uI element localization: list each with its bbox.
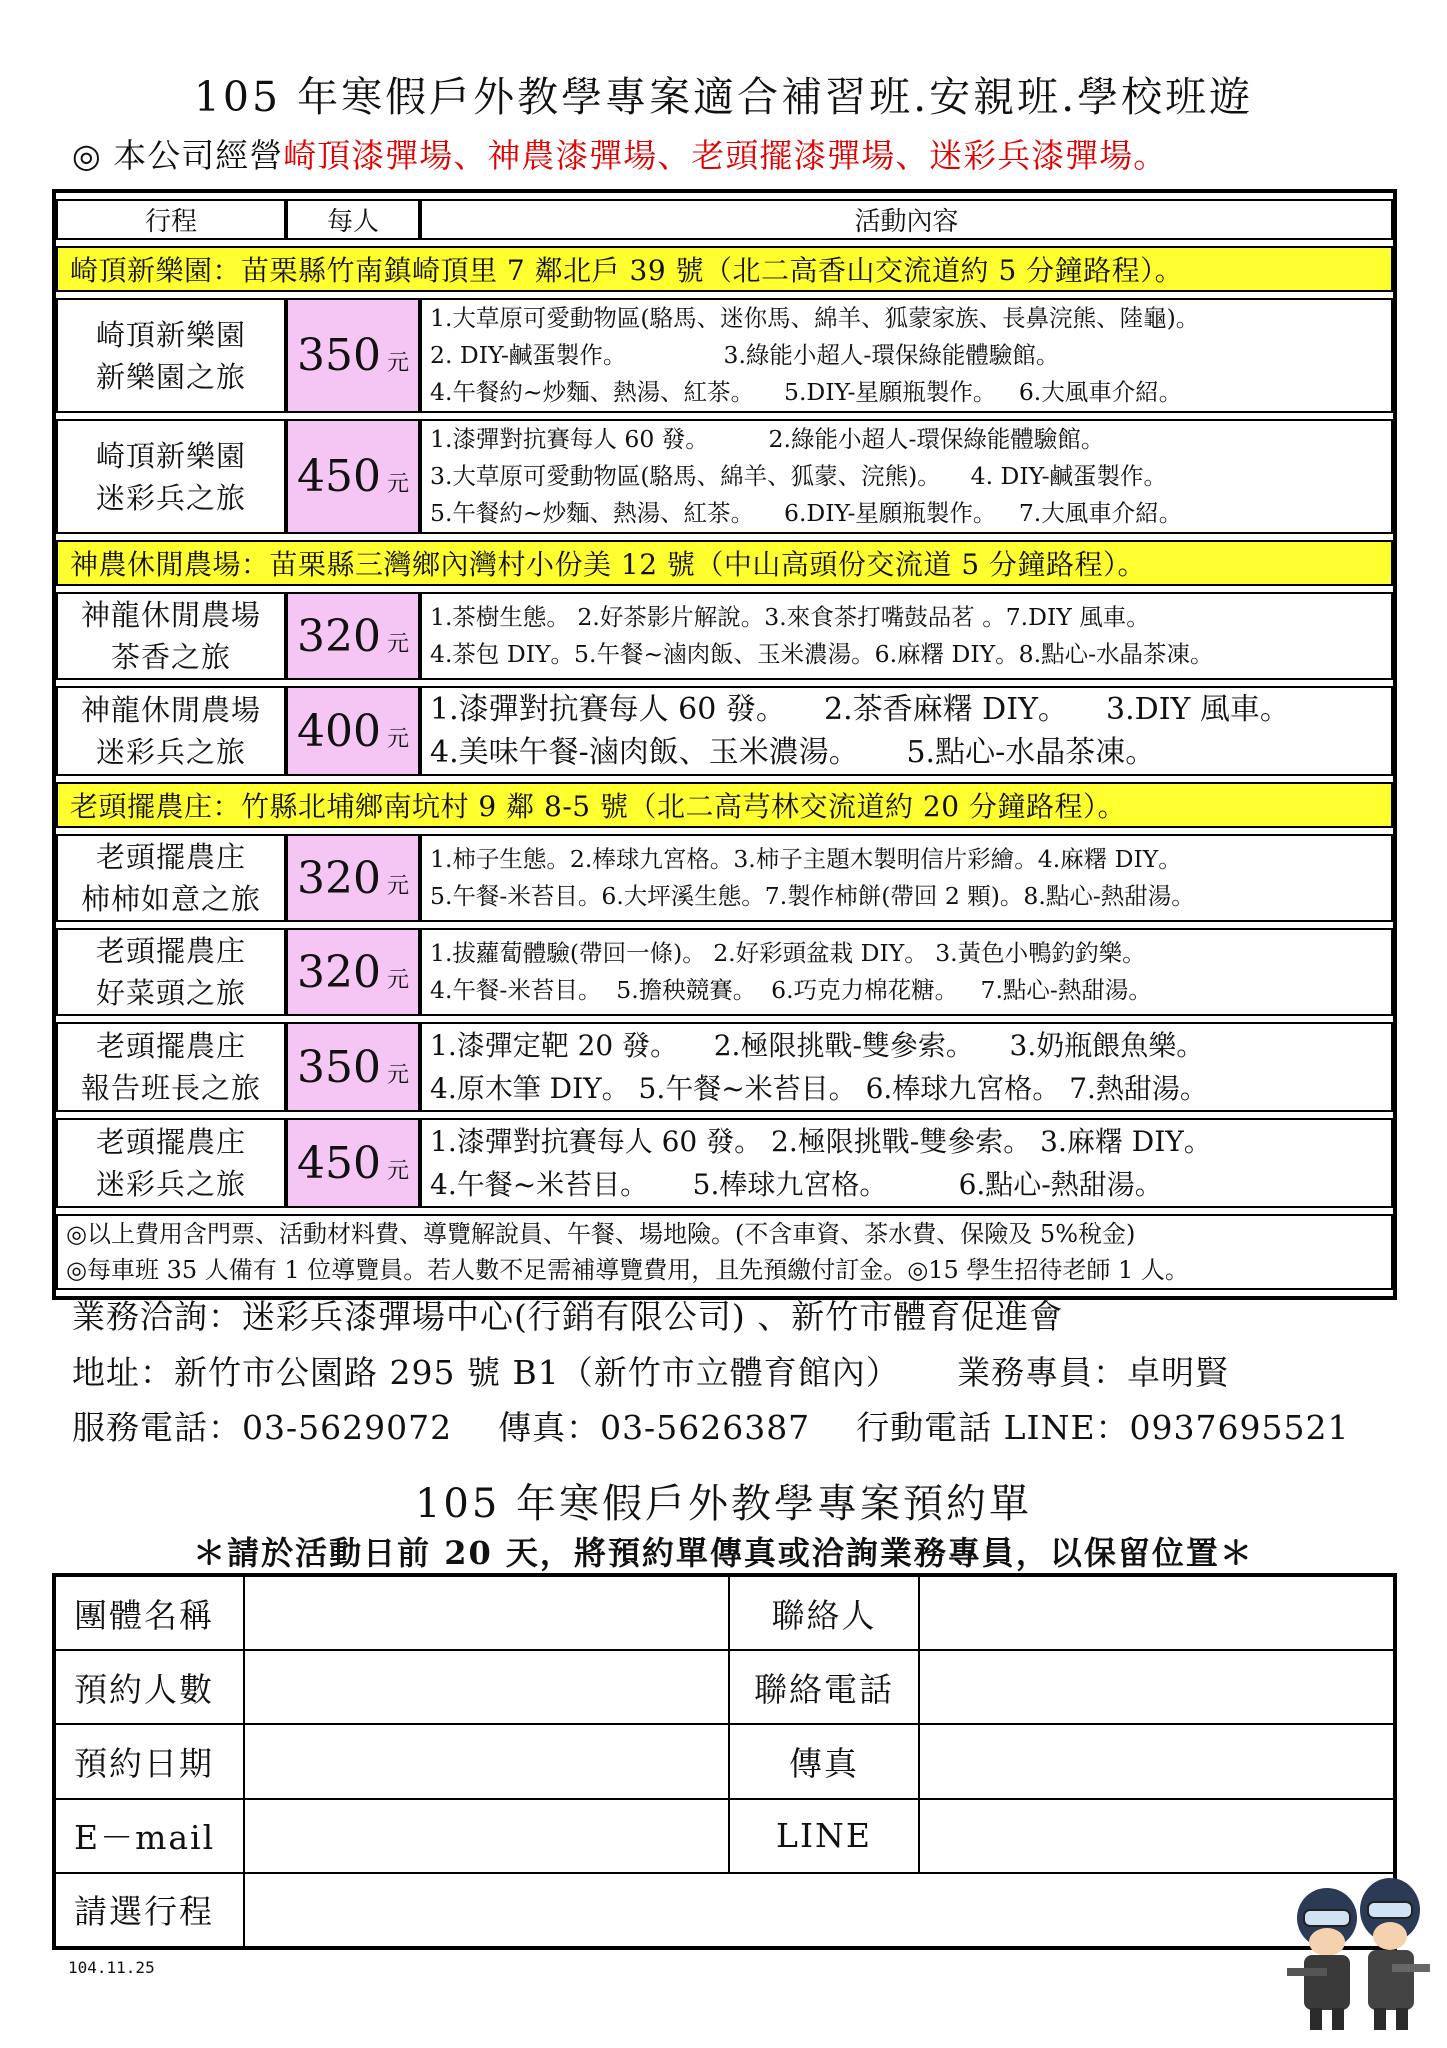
price-unit: 元 bbox=[386, 726, 409, 752]
price-value: 320 bbox=[297, 946, 381, 998]
package-name bbox=[56, 592, 286, 680]
venue-3: 老頭擺漆彈場 bbox=[691, 136, 896, 175]
package-row bbox=[56, 298, 1393, 413]
activity-line: 1.漆彈對抗賽每人 60 發。 2.綠能小超人-環保綠能體驗館。 bbox=[430, 425, 1105, 453]
price-unit: 元 bbox=[386, 631, 409, 657]
activity-line: 1.漆彈對抗賽每人 60 發。 2.茶香麻糬 DIY。 3.DIY 風車。 bbox=[430, 692, 1290, 727]
form-row bbox=[54, 1575, 1395, 1650]
package-name-line: 報告班長之旅 bbox=[80, 1071, 261, 1105]
venues-end: 。 bbox=[1133, 136, 1168, 175]
package-name-line: 崎頂新樂園 bbox=[95, 317, 246, 352]
activity-line: 1.漆彈對抗賽每人 60 發。 2.極限挑戰-雙參索。 3.麻糬 DIY。 bbox=[430, 1125, 1212, 1158]
package-activities bbox=[420, 298, 1393, 413]
venue-1: 崎頂漆彈場 bbox=[283, 136, 454, 175]
contact-inquiry: 業務洽詢：迷彩兵漆彈場中心(行銷有限公司) 、新竹市體育促進會 bbox=[72, 1297, 1064, 1336]
package-row bbox=[56, 419, 1393, 534]
form-row bbox=[54, 1873, 1395, 1948]
notes bbox=[56, 1214, 1393, 1290]
activity-line: 1.漆彈定靶 20 發。 2.極限挑戰-雙參索。 3.奶瓶餵魚樂。 bbox=[430, 1029, 1205, 1062]
package-name-line: 迷彩兵之旅 bbox=[95, 1167, 246, 1201]
package-row bbox=[56, 1022, 1393, 1112]
contact-address: 地址：新竹市公園路 295 號 B1（新竹市立體育館內） 業務專員：卓明賢 bbox=[72, 1353, 1230, 1392]
price-value: 450 bbox=[297, 1137, 381, 1189]
booking-form bbox=[52, 1573, 1397, 1950]
form-field[interactable] bbox=[919, 1650, 1395, 1724]
package-name bbox=[56, 834, 286, 922]
form-field[interactable] bbox=[919, 1575, 1395, 1650]
price-value: 400 bbox=[297, 705, 381, 757]
package-name-line: 老頭擺農庄 bbox=[95, 934, 246, 968]
package-name-line: 新樂園之旅 bbox=[95, 359, 246, 394]
soldier-mascot-icon bbox=[1282, 1860, 1432, 2035]
package-name-line: 崎頂新樂園 bbox=[95, 438, 246, 473]
page-title: 105 年寒假戶外教學專案適合補習班.安親班.學校班遊 bbox=[193, 73, 1254, 121]
package-name-line: 迷彩兵之旅 bbox=[95, 735, 246, 769]
form-label: 聯絡電話 bbox=[729, 1650, 919, 1724]
form-label: 團體名稱 bbox=[54, 1575, 244, 1650]
form-title: 105 年寒假戶外教學專案預約單 bbox=[414, 1481, 1033, 1527]
itinerary-select-field[interactable] bbox=[244, 1873, 1395, 1948]
package-activities bbox=[420, 834, 1393, 922]
package-row bbox=[56, 1118, 1393, 1208]
activity-line: 4.午餐-米苔目。 5.擔秧競賽。 6.巧克力棉花糖。 7.點心-熱甜湯。 bbox=[430, 976, 1152, 1004]
package-price bbox=[286, 298, 420, 413]
form-row bbox=[54, 1724, 1395, 1798]
price-value: 450 bbox=[297, 451, 381, 502]
route-address: 老頭擺農庄：竹縣北埔鄉南坑村 9 鄰 8-5 號（北二高芎林交流道約 20 分鐘路程）。 bbox=[56, 782, 1393, 828]
note-line: ◎每車班 35 人備有 1 位導覽員。若人數不足需補導覽費用，且先預繳付訂金。◎15 學生招待老師 1 人。 bbox=[66, 1256, 1189, 1284]
form-label: 預約人數 bbox=[54, 1650, 244, 1724]
price-unit: 元 bbox=[386, 967, 409, 993]
activity-line: 4.美味午餐-滷肉飯、玉米濃湯。 5.點心-水晶茶凍。 bbox=[430, 735, 1156, 770]
activity-line: 5.午餐-米苔目。6.大坪溪生態。7.製作柿餅(帶回 2 顆)。8.點心-熱甜湯。 bbox=[430, 882, 1195, 910]
package-name-line: 老頭擺農庄 bbox=[95, 840, 246, 874]
table-header bbox=[56, 199, 1393, 240]
activity-line: 4.茶包 DIY。5.午餐~滷肉飯、玉米濃湯。6.麻糬 DIY。8.點心-水晶茶凍。 bbox=[430, 640, 1214, 668]
package-name-line: 老頭擺農庄 bbox=[95, 1029, 246, 1063]
package-row bbox=[56, 834, 1393, 922]
venues-prefix: ◎ 本公司經營 bbox=[72, 136, 284, 175]
package-price bbox=[286, 419, 420, 534]
price-unit: 元 bbox=[386, 873, 409, 899]
package-name-line: 神龍休閒農場 bbox=[80, 598, 261, 632]
price-value: 320 bbox=[297, 852, 381, 904]
form-label: E－mail bbox=[54, 1799, 244, 1873]
document-date: 104.11.25 bbox=[68, 1958, 155, 1977]
form-label: 傳真 bbox=[729, 1724, 919, 1798]
activity-line: 5.午餐約~炒麵、熱湯、紅茶。 6.DIY-星願瓶製作。 7.大風車介紹。 bbox=[430, 499, 1183, 527]
venue-4: 迷彩兵漆彈場 bbox=[929, 136, 1134, 175]
venues-line bbox=[72, 135, 1167, 177]
form-field[interactable] bbox=[919, 1724, 1395, 1798]
form-row bbox=[54, 1799, 1395, 1873]
form-label: LINE bbox=[729, 1799, 919, 1873]
header-per-person: 每人 bbox=[286, 199, 420, 240]
package-name bbox=[56, 1022, 286, 1112]
package-name-line: 好菜頭之旅 bbox=[95, 976, 246, 1010]
package-row bbox=[56, 686, 1393, 776]
price-unit: 元 bbox=[386, 1062, 409, 1088]
activity-line: 4.午餐~米苔目。 5.棒球九宮格。 6.點心-熱甜湯。 bbox=[430, 1168, 1163, 1201]
package-name bbox=[56, 419, 286, 534]
price-unit: 元 bbox=[386, 1158, 409, 1184]
form-field[interactable] bbox=[244, 1650, 729, 1724]
package-activities bbox=[420, 419, 1393, 534]
itinerary-table bbox=[52, 189, 1397, 1300]
form-label: 聯絡人 bbox=[729, 1575, 919, 1650]
form-field[interactable] bbox=[244, 1724, 729, 1798]
package-row bbox=[56, 928, 1393, 1016]
package-activities bbox=[420, 1118, 1393, 1208]
package-name bbox=[56, 928, 286, 1016]
package-price bbox=[286, 1118, 420, 1208]
header-content: 活動內容 bbox=[420, 199, 1393, 240]
form-label: 預約日期 bbox=[54, 1724, 244, 1798]
package-price bbox=[286, 834, 420, 922]
note-line: ◎以上費用含門票、活動材料費、導覽解說員、午餐、場地險。(不含車資、茶水費、保險及 5%稅金) bbox=[66, 1220, 1136, 1248]
price-value: 320 bbox=[297, 610, 381, 662]
price-value: 350 bbox=[297, 330, 381, 381]
form-row bbox=[54, 1650, 1395, 1724]
notes-row bbox=[56, 1214, 1393, 1290]
package-activities bbox=[420, 592, 1393, 680]
form-label: 請選行程 bbox=[54, 1873, 244, 1948]
activity-line: 1.大草原可愛動物區(駱馬、迷你馬、綿羊、狐蒙家族、長鼻浣熊、陸龜)。 bbox=[430, 304, 1200, 332]
activity-line: 1.柿子生態。2.棒球九宮格。3.柿子主題木製明信片彩繪。4.麻糬 DIY。 bbox=[430, 845, 1182, 873]
sep-3: 、 bbox=[895, 136, 930, 175]
price-value: 350 bbox=[297, 1041, 381, 1093]
price-unit: 元 bbox=[386, 472, 409, 497]
route-address: 神農休閒農場：苗栗縣三灣鄉內灣村小份美 12 號（中山高頭份交流道 5 分鐘路程）。 bbox=[56, 540, 1393, 586]
package-price bbox=[286, 1022, 420, 1112]
route-row bbox=[56, 540, 1393, 586]
activity-line: 1.茶樹生態。 2.好茶影片解說。3.來食茶打嘴鼓品茗 。7.DIY 風車。 bbox=[430, 603, 1150, 631]
package-name-line: 迷彩兵之旅 bbox=[95, 480, 246, 515]
contact-phone: 服務電話：03-5629072 傳真：03-5626387 行動電話 LINE：0937695521 bbox=[72, 1408, 1350, 1447]
package-name-line: 神龍休閒農場 bbox=[80, 693, 261, 727]
activity-line: 1.拔蘿蔔體驗(帶回一條)。 2.好彩頭盆栽 DIY。 3.黃色小鴨釣釣樂。 bbox=[430, 939, 1146, 967]
package-name-line: 柿柿如意之旅 bbox=[80, 882, 261, 916]
sep-1: 、 bbox=[453, 136, 488, 175]
route-row bbox=[56, 782, 1393, 828]
package-name-line: 茶香之旅 bbox=[110, 640, 231, 674]
package-price bbox=[286, 686, 420, 776]
package-price bbox=[286, 928, 420, 1016]
activity-line: 4.原木筆 DIY。 5.午餐~米苔目。 6.棒球九宮格。 7.熱甜湯。 bbox=[430, 1072, 1208, 1105]
header-itinerary: 行程 bbox=[56, 199, 286, 240]
form-field[interactable] bbox=[244, 1575, 729, 1650]
package-name bbox=[56, 298, 286, 413]
venue-2: 神農漆彈場 bbox=[487, 136, 658, 175]
form-subtitle: ＊請於活動日前 20 天，將預約單傳真或洽詢業務專員，以保留位置＊ bbox=[193, 1534, 1254, 1572]
form-field[interactable] bbox=[244, 1799, 729, 1873]
package-name-line: 老頭擺農庄 bbox=[95, 1125, 246, 1159]
route-address: 崎頂新樂園：苗栗縣竹南鎮崎頂里 7 鄰北戶 39 號（北二高香山交流道約 5 分鐘路程）。 bbox=[56, 246, 1393, 292]
activity-line: 4.午餐約~炒麵、熱湯、紅茶。 5.DIY-星願瓶製作。 6.大風車介紹。 bbox=[430, 378, 1183, 406]
route-row bbox=[56, 246, 1393, 292]
package-name bbox=[56, 686, 286, 776]
sep-2: 、 bbox=[657, 136, 692, 175]
package-activities bbox=[420, 928, 1393, 1016]
activity-line: 3.大草原可愛動物區(駱馬、綿羊、狐蒙、浣熊)。 4. DIY-鹹蛋製作。 bbox=[430, 462, 1168, 490]
package-price bbox=[286, 592, 420, 680]
package-row bbox=[56, 592, 1393, 680]
package-name bbox=[56, 1118, 286, 1208]
price-unit: 元 bbox=[386, 351, 409, 376]
activity-line: 2. DIY-鹹蛋製作。 3.綠能小超人-環保綠能體驗館。 bbox=[430, 341, 1060, 369]
package-activities bbox=[420, 1022, 1393, 1112]
package-activities bbox=[420, 686, 1393, 776]
